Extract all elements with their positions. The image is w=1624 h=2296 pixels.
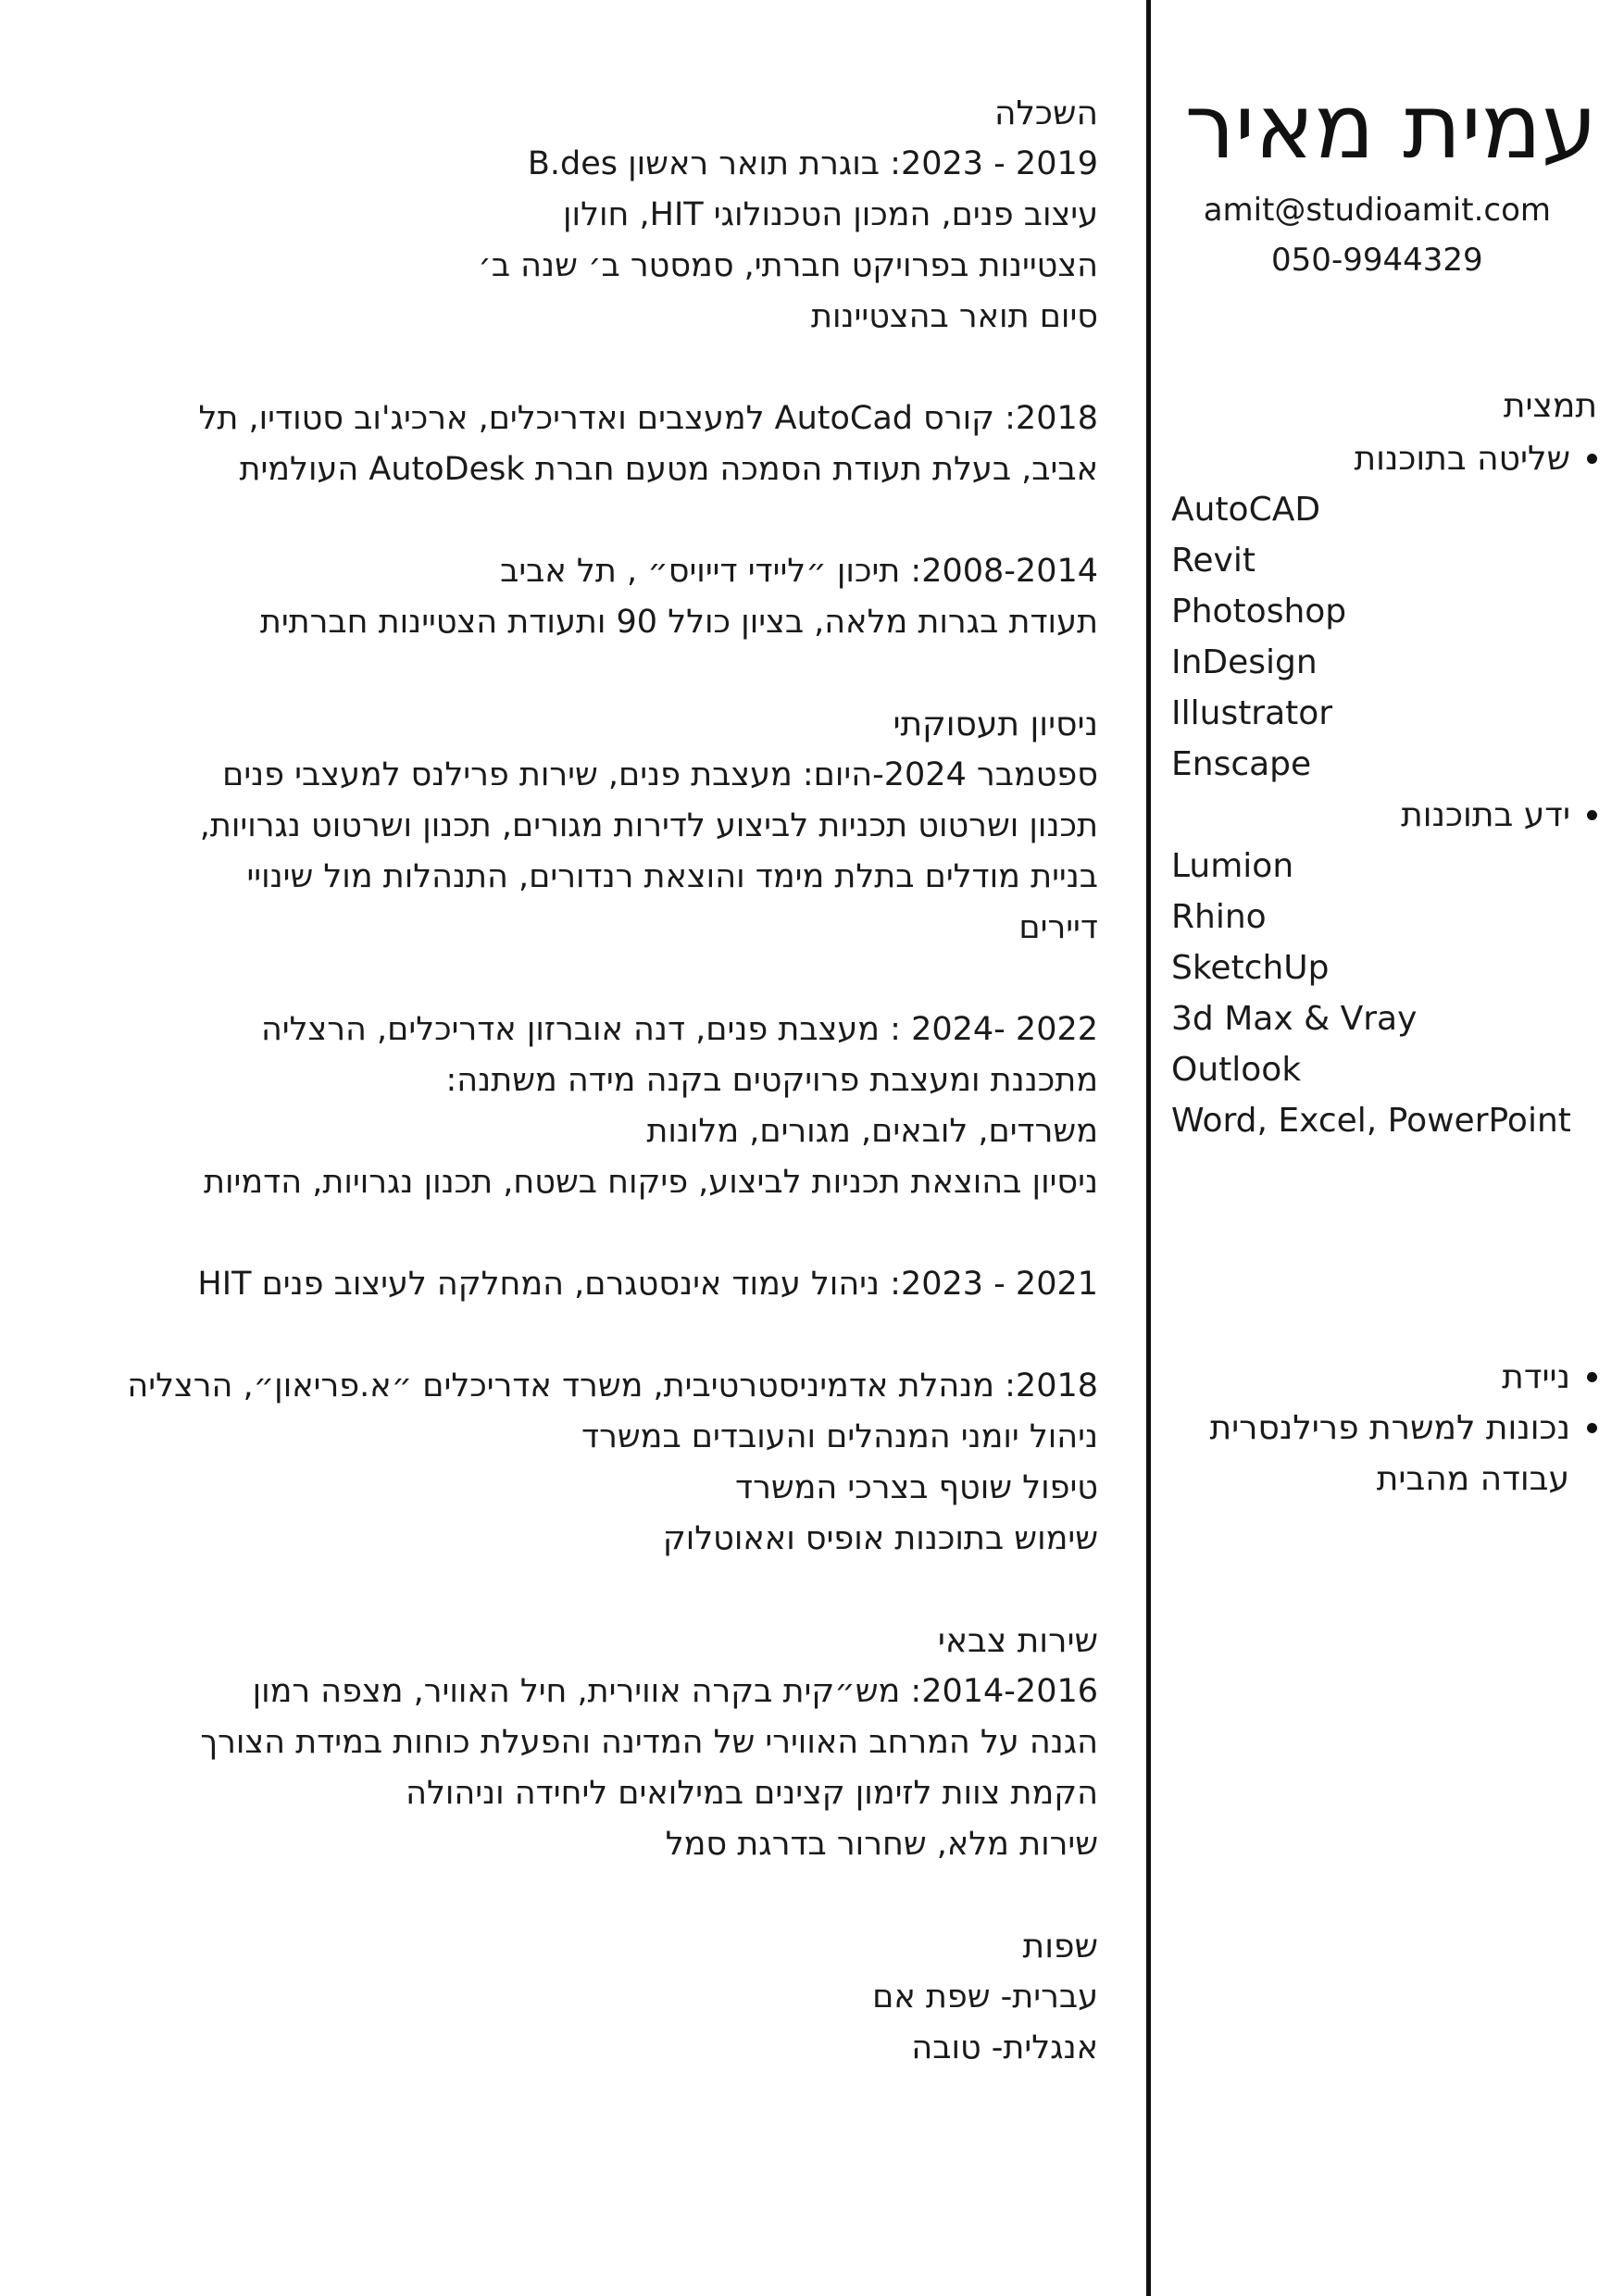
job-line: 2022 -2024 : מעצבת פנים, דנה אוברזון אדריכלים, הרצליה [260, 1011, 1098, 1048]
job-line: בניית מודלים בתלת מימד והוצאת רנדורים, התנהלות מול שינויי [246, 858, 1098, 895]
school-line: תעודת בגרות מלאה, בציון כולל 90 ותעודת הצטיינות חברתית [259, 604, 1098, 641]
contact-info [1204, 185, 1551, 285]
email-text: amit@studioamit.com [1203, 192, 1551, 229]
tool-item: Outlook [1171, 1051, 1302, 1089]
school-line: 2008-2014: תיכון ״ליידי דייויס״ , תל אביב [500, 553, 1098, 590]
tool-item: Illustrator [1171, 694, 1333, 732]
person-name: עמית מאיר [1184, 75, 1597, 179]
tool-item: Word, Excel, PowerPoint [1171, 1102, 1571, 1140]
job-line: ניהול יומני המנהלים והעובדים במשרד [581, 1418, 1098, 1455]
education-line: עיצוב פנים, המכון הטכנולוגי HIT, חולון [563, 196, 1098, 233]
mobile-label: ניידת [1502, 1358, 1570, 1396]
job-line: מתכננת ומעצבת פרויקטים בקנה מידה משתנה: [445, 1062, 1098, 1099]
experience-title: ניסיון תעסוקתי [893, 705, 1098, 743]
bullet-icon [1587, 1423, 1597, 1433]
education-line: 2019 - 2023: בוגרת תואר ראשון B.des [527, 145, 1098, 182]
tool-item: Rhino [1171, 898, 1267, 936]
knowledge-group [1171, 790, 1597, 1146]
course-line: 2018: קורס AutoCad למעצבים ואדריכלים, ארכיג'וב סטודיו, תל [198, 400, 1098, 437]
skills-title: תמצית [1503, 387, 1597, 425]
tool-item: Lumion [1171, 847, 1294, 885]
language-line: עברית- שפת אם [872, 1978, 1098, 2015]
job-line: משרדים, לובאים, מגורים, מלונות [646, 1113, 1098, 1150]
education-title: השכלה [993, 94, 1098, 132]
military-title: שירות צבאי [937, 1622, 1098, 1660]
bullet-icon [1587, 454, 1597, 464]
education-line: סיום תואר בהצטיינות [810, 298, 1098, 335]
knowledge-tools-list [1171, 841, 1597, 1146]
job-line: ניסיון בהוצאת תכניות לביצוע, פיקוח בשטח, תכנון נגרויות, הדמיות [203, 1164, 1098, 1201]
bullet-icon [1587, 1372, 1597, 1382]
mastery-bullet [1171, 433, 1597, 484]
freelance-label: נכונות למשרת פרילנסרית [1209, 1409, 1570, 1447]
languages-section [37, 1921, 1098, 2074]
tool-item: Enscape [1171, 745, 1312, 783]
tool-item: SketchUp [1171, 949, 1330, 987]
job-line: שימוש בתוכנות אופיס ואאוטלוק [662, 1520, 1098, 1557]
vertical-divider [1146, 0, 1151, 2296]
military-section [37, 1616, 1098, 1870]
mastery-label: שליטה בתוכנות [1354, 440, 1570, 478]
language-line: אנגלית- טובה [911, 2029, 1098, 2066]
education-line: הצטיינות בפרויקט חברתי, סמסטר ב׳ שנה ב׳ [478, 247, 1098, 284]
military-line: הגנה על המרחב האווירי של המדינה והפעלת כוחות במידת הצורך [200, 1724, 1098, 1761]
job-line: טיפול שוטף בצרכי המשרד [735, 1469, 1098, 1506]
sidebar [1171, 0, 1597, 2296]
mobile-bullet [1171, 1352, 1597, 1403]
job-line: 2018: מנהלת אדמיניסטרטיבית, משרד אדריכלים ״א.פריאון״, הרצליה [127, 1367, 1098, 1404]
job-line: תכנון ושרטוט תכניות לביצוע לדירות מגורים, תכנון ושרטוט נגרויות, [199, 807, 1098, 844]
military-line: 2014-2016: מש״קית בקרה אווירית, חיל האוויר, מצפה רמון [252, 1673, 1098, 1710]
phone-text: 050-9944329 [1271, 242, 1483, 279]
tool-item: 3d Max & Vray [1171, 1000, 1418, 1038]
job-line: ספטמבר 2024-היום: מעצבת פנים, שירות פרילנס למעצבי פנים [222, 756, 1098, 793]
knowledge-bullet [1171, 790, 1597, 841]
tool-item: InDesign [1171, 643, 1318, 681]
tool-item: Revit [1171, 542, 1255, 580]
main-content [37, 88, 1098, 2074]
job-line: דיירים [1018, 909, 1098, 946]
military-line: שירות מלא, שחרור בדרגת סמל [665, 1826, 1098, 1863]
course-line: אביב, בעלת תעודת הסמכה מטעם חברת AutoDesk העולמית [239, 451, 1098, 488]
mastery-group [1171, 433, 1597, 790]
availability-group [1171, 1352, 1597, 1504]
bullet-icon [1587, 810, 1597, 820]
mastery-tools-list [1171, 484, 1597, 790]
tool-item: AutoCAD [1171, 491, 1321, 529]
tool-item: Photoshop [1171, 593, 1347, 630]
military-line: הקמת צוות לזימון קצינים במילואים ליחידה וניהולה [406, 1775, 1098, 1812]
knowledge-label: ידע בתוכנות [1401, 796, 1570, 834]
education-section [37, 88, 1098, 648]
freelance-bullet [1171, 1403, 1597, 1454]
job-line: 2021 - 2023: ניהול עמוד אינסטגרם, המחלקה לעיצוב פנים HIT [197, 1266, 1098, 1303]
experience-section [37, 699, 1098, 1565]
languages-title: שפות [1022, 1928, 1098, 1965]
remote-work-label: עבודה מהבית [1376, 1460, 1569, 1498]
